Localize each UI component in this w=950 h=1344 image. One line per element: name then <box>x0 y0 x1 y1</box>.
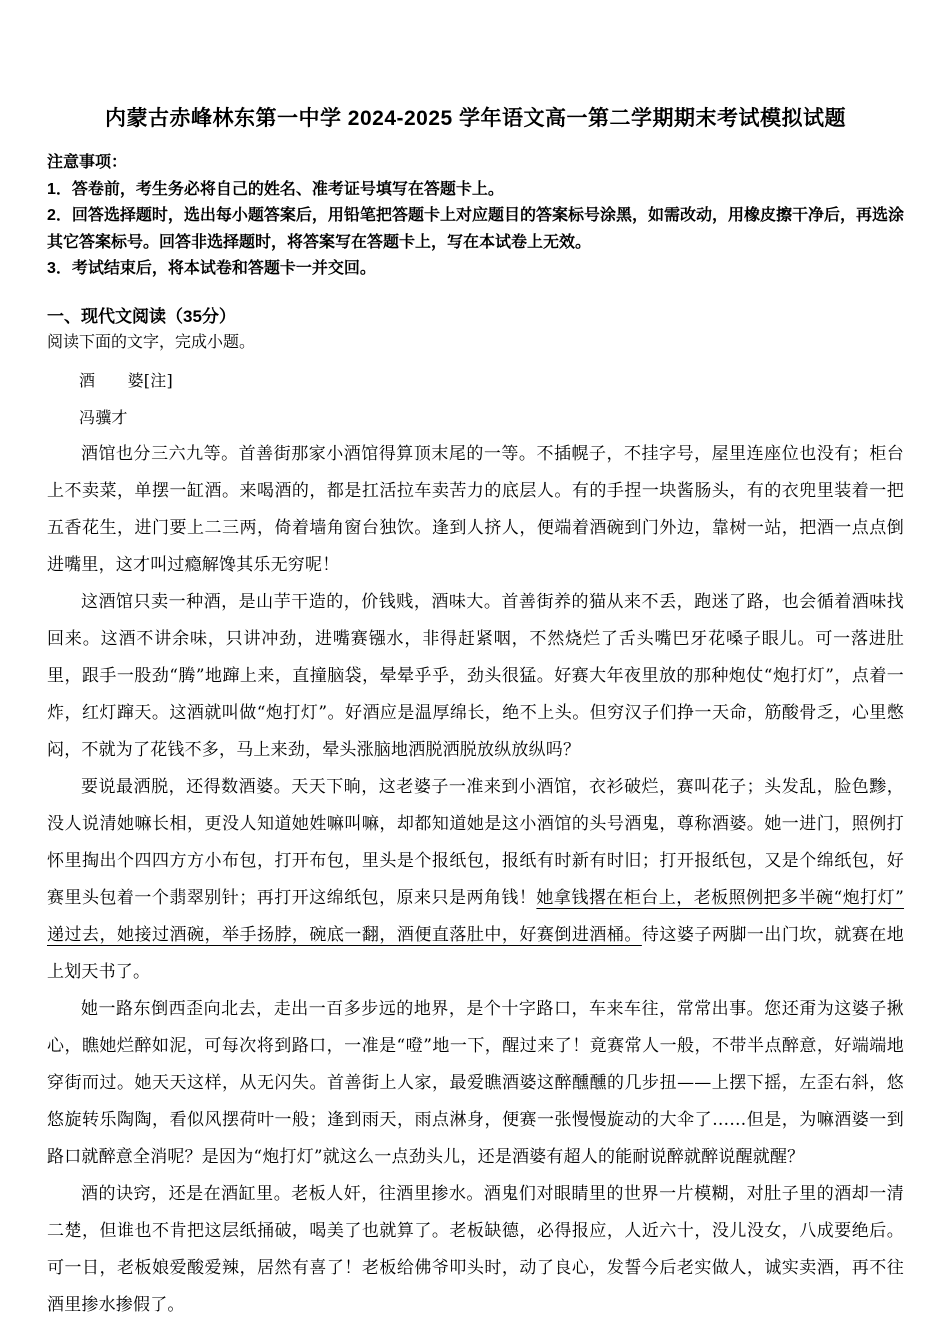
notice-heading: 注意事项： <box>47 154 128 171</box>
exam-title: 内蒙古赤峰林东第一中学 2024-2025 学年语文高一第二学期期末考试模拟试题 <box>104 107 847 130</box>
passage-paragraph-3 <box>47 769 904 991</box>
passage-paragraph-4: 她一路东倒西歪向北去，走出一百多步远的地界，是个十字路口，车来车往，常常出事。您还甭为这婆子揪心，瞧她烂醉如泥，可每次将到路口，一准是“噔”地一下，醒过来了！竟赛常人一般，不带半点醉意，好端端地穿街而过。她天天这样，从无闪失。首善街上人家，最爱瞧酒婆这醉醺醺的几步扭——上摆下摇，左歪右斜，悠悠旋转乐陶陶，看似风摆荷叶一般；逢到雨天，雨点淋身，便赛一张慢慢旋动的大伞了……但是，为嘛酒婆一到路口就醉意全消呢？是因为“炮打灯”就这么一点劲头儿，还是酒婆有超人的能耐说醉就醉说醒就醒？ <box>47 998 904 1167</box>
passage-title: 酒 婆[注] <box>79 370 173 390</box>
passage-author: 冯骥才 <box>79 407 128 427</box>
notice-item-2: 2．回答选择题时，选出每小题答案后，用铅笔把答题卡上对应题目的答案标号涂黑，如需改动，用橡皮擦干净后，再选涂其它答案标号。回答非选择题时，将答案写在答题卡上，写在本试卷上无效。 <box>47 207 904 251</box>
paragraph-3-post-text: 待这婆子两脚一出门坎，就赛在地上划天书了。 <box>47 924 904 982</box>
notice-section <box>47 150 904 283</box>
notice-item-3: 3．考试结束后，将本试卷和答题卡一并交回。 <box>47 260 376 277</box>
notice-item-1: 1．答卷前，考生务必将自己的姓名、准考证号填写在答题卡上。 <box>47 180 504 198</box>
paragraph-3-pre-text: 要说最洒脱，还得数酒婆。天天下晌，这老婆子一准来到小酒馆，衣衫破烂，赛叫花子；头发乱，脸色黪，没人说清她嘛长相，更没人知道她姓嘛叫嘛，却都知道她是这小酒馆的头号酒鬼，尊称酒婆。她一进门，照例打怀里掏出个四四方方小布包，打开布包，里头是个报纸包，报纸有时新有时旧；打开报纸包，又是个绵纸包，好赛里头包着一个翡翠别针；再打开这绵纸包，原来只是两角钱！ <box>47 776 904 908</box>
passage-paragraph-2: 这酒馆只卖一种酒，是山芋干造的，价钱贱，酒味大。首善街养的猫从来不丢，跑迷了路，也会循着酒味找回来。这酒不讲余味，只讲冲劲，进嘴赛镪水，非得赶紧咽，不然烧烂了舌头嘴巴牙花嗓子眼儿。可一落进肚里，跟手一股劲“腾”地蹿上来，直撞脑袋，晕晕乎乎，劲头很猛。好赛大年夜里放的那种炮仗“炮打灯”，点着一炸，红灯蹿天。这酒就叫做“炮打灯”。好酒应是温厚绵长，绝不上头。但穷汉子们挣一天命，筋酸骨乏，心里憋闷，不就为了花钱不多，马上来劲，晕头涨脑地洒脱洒脱放纵放纵吗？ <box>47 591 904 760</box>
reading-passage <box>47 362 904 1324</box>
passage-paragraph-1: 酒馆也分三六九等。首善街那家小酒馆得算顶末尾的一等。不插幌子，不挂字号，屋里连座位也没有；柜台上不卖菜，单摆一缸酒。来喝酒的，都是扛活拉车卖苦力的底层人。有的手捏一块酱肠头，有的衣兜里装着一把五香花生，进门要上二三两，倚着墙角窗台独饮。逢到人挤人，便端着酒碗到门外边，靠树一站，把酒一点点倒进嘴里，这才叫过瘾解馋其乐无穷呢！ <box>47 443 904 575</box>
passage-paragraph-5: 酒的诀窍，还是在酒缸里。老板人奸，往酒里掺水。酒鬼们对眼睛里的世界一片模糊，对肚子里的酒却一清二楚，但谁也不肯把这层纸捅破，喝美了也就算了。老板缺德，必得报应，人近六十，没儿没女，八成要绝后。可一日，老板娘爱酸爱辣，居然有喜了！老板给佛爷叩头时，动了良心，发誓今后老实做人，诚实卖酒，再不往酒里掺水掺假了。 <box>47 1183 904 1315</box>
reading-instruction: 阅读下面的文字，完成小题。 <box>47 331 256 351</box>
paragraph-3-underlined-sentence: 她拿钱撂在柜台上，老板照例把多半碗“炮打灯”递过去，她接过酒碗，举手扬脖，碗底一翻，酒便直落肚中，好赛倒进酒桶。 <box>47 887 905 945</box>
section-heading: 一、现代文阅读（35分） <box>47 306 236 326</box>
